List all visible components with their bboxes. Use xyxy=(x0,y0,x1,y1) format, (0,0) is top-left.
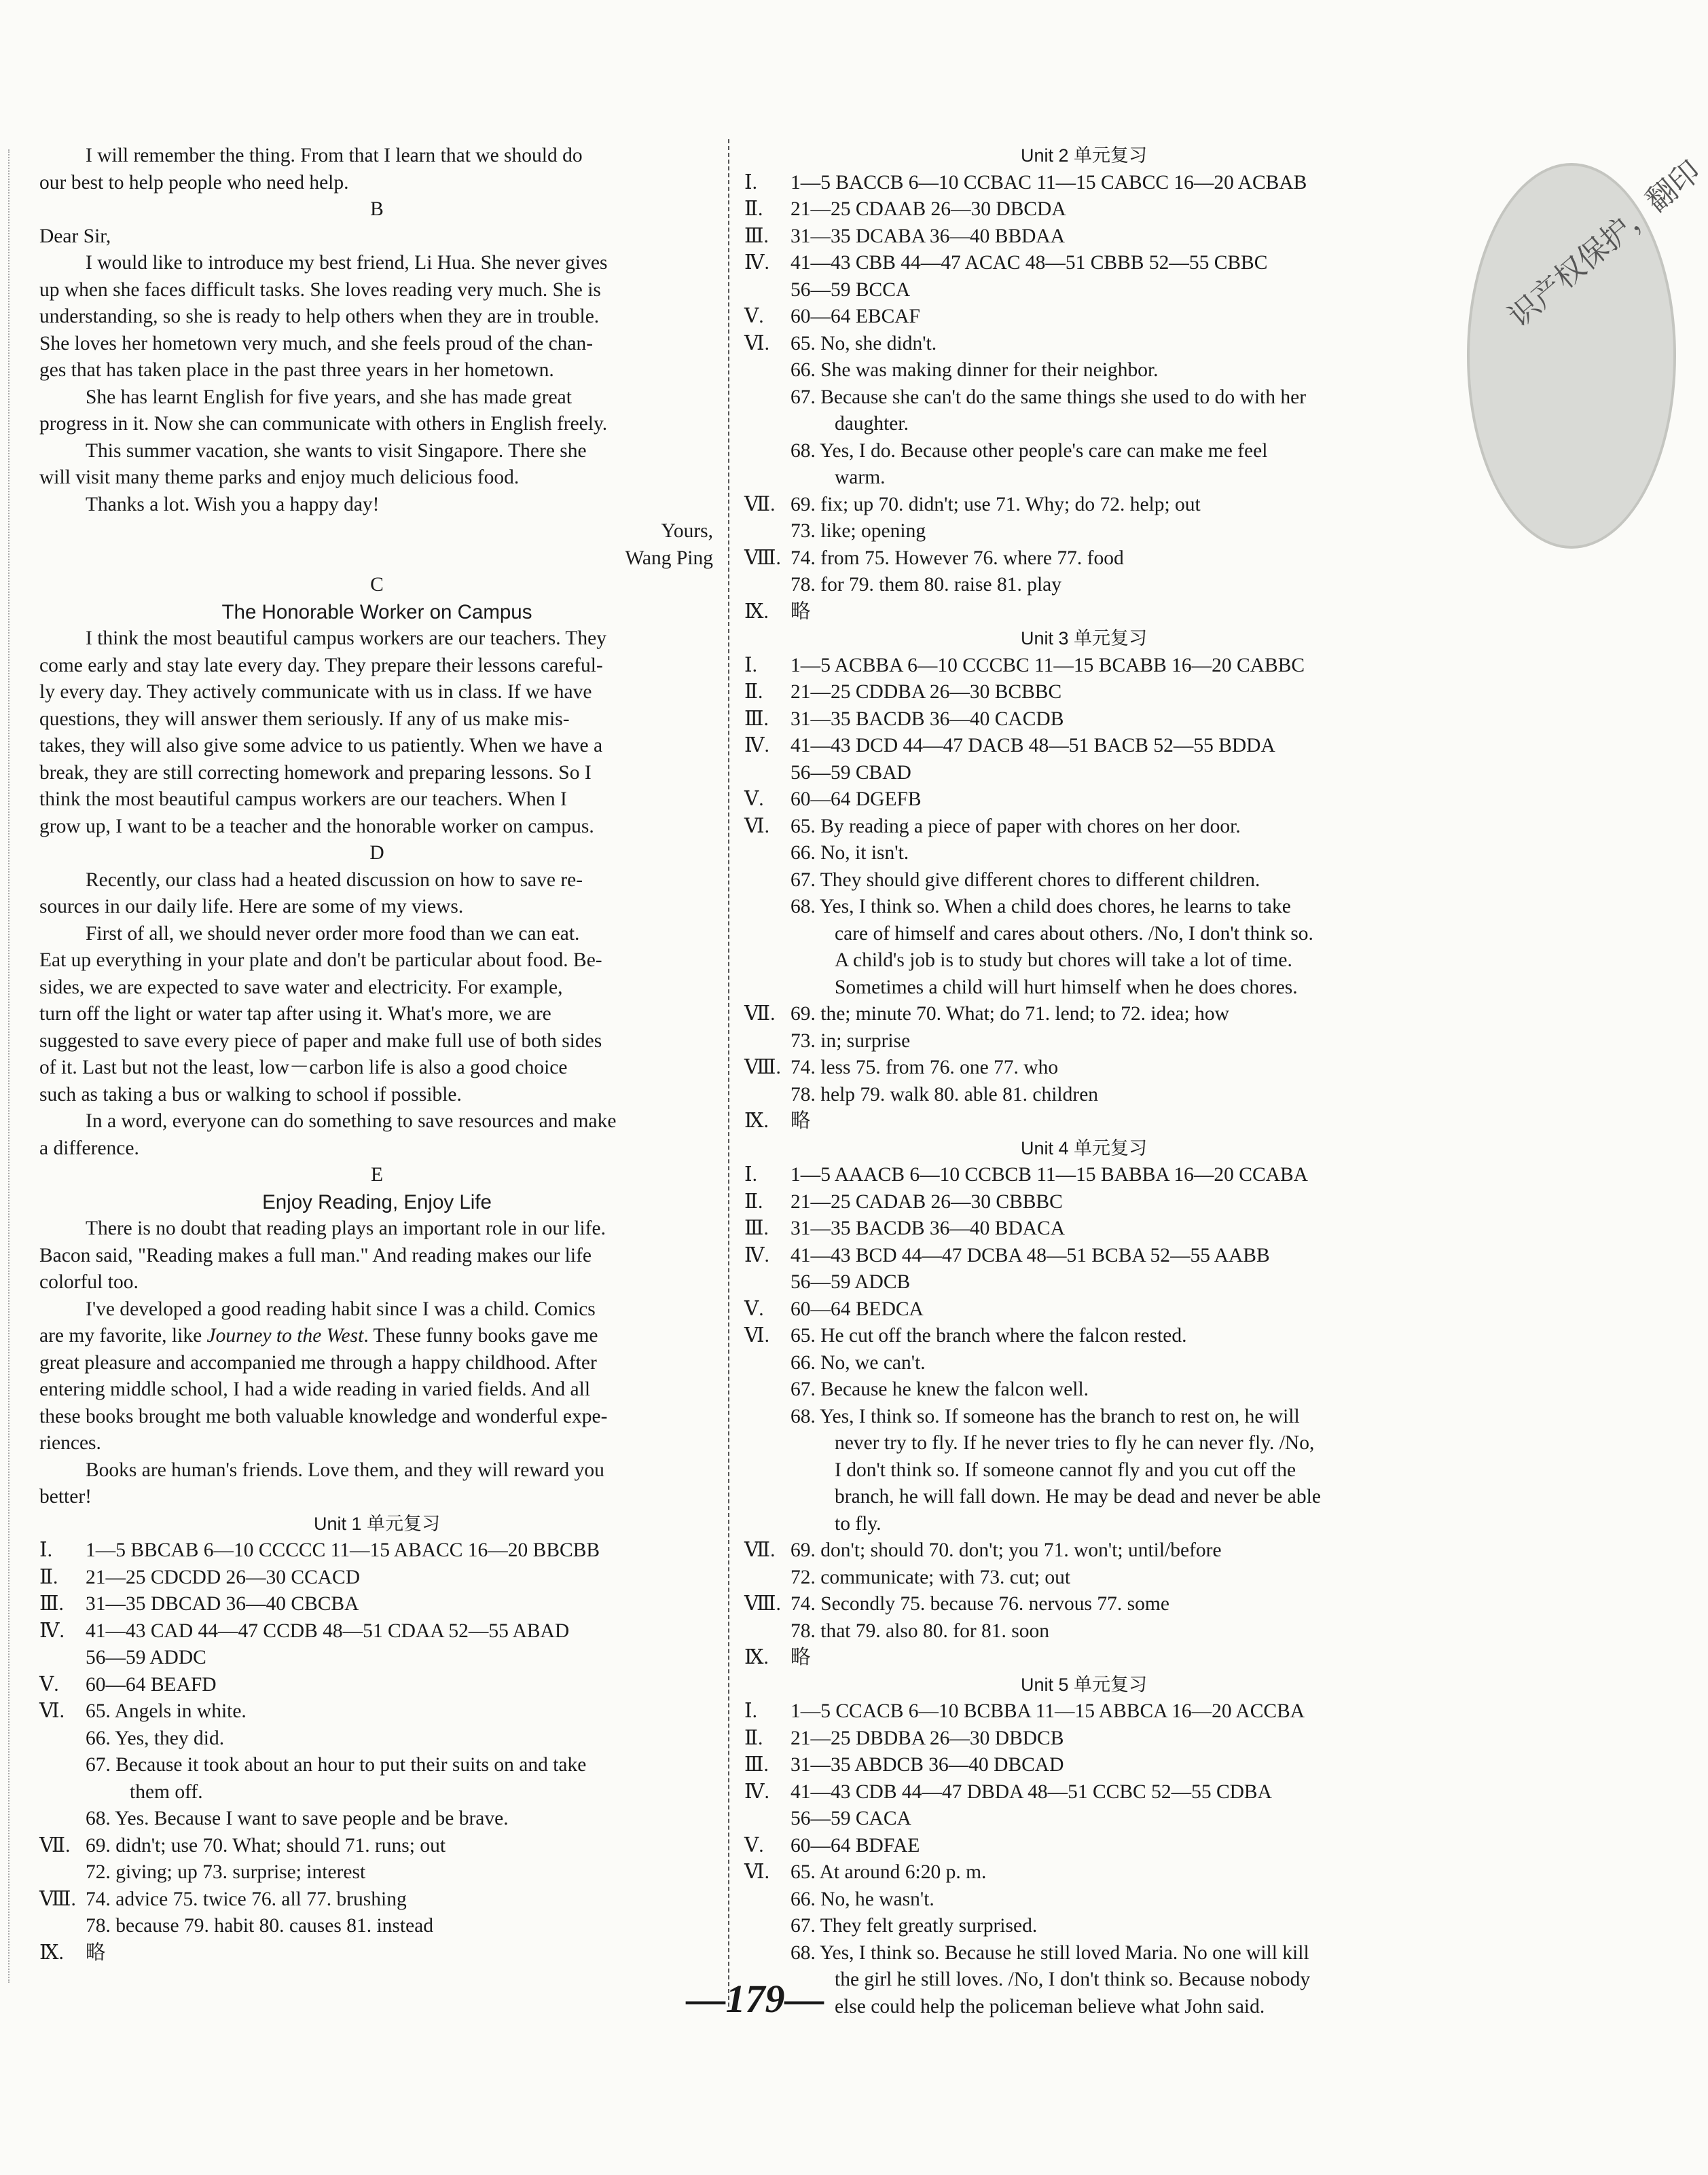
answer-row xyxy=(744,1565,1423,1592)
text-line: come early and stay late every day. They prepare their lessons careful- xyxy=(39,654,603,676)
text-line: In a word, everyone can do something to save resources and make xyxy=(86,1110,617,1132)
answer-row xyxy=(744,438,1423,465)
text-line: I would like to introduce my best friend, Li Hua. She never gives xyxy=(86,252,608,274)
section-numeral: Ⅷ. xyxy=(744,1057,781,1078)
answer-row xyxy=(744,357,1423,384)
text-line: sources in our daily life. Here are some of my views. xyxy=(39,896,464,917)
answer-row xyxy=(744,1833,1423,1860)
answer-row xyxy=(744,733,1423,760)
answer-row xyxy=(744,411,1423,438)
unit-2-answers xyxy=(744,143,1423,625)
text-line: such as taking a bus or walking to school if possible. xyxy=(39,1083,462,1105)
answer-rows xyxy=(744,170,1423,626)
answer-text: 69. fix; up 70. didn't; use 71. Why; do 72. help; out xyxy=(791,493,1201,515)
text-line: riences. xyxy=(39,1432,101,1454)
answer-text: 31—35 BACDB 36—40 CACDB xyxy=(791,708,1064,730)
right-column xyxy=(744,143,1423,2020)
section-numeral: Ⅲ. xyxy=(744,708,769,730)
section-numeral: Ⅲ. xyxy=(744,1218,769,1239)
answer-row xyxy=(39,1833,714,1860)
answer-text: 21—25 CDCDD 26—30 CCACD xyxy=(86,1566,361,1588)
answer-text: branch, he will fall down. He may be dead and never be able xyxy=(835,1486,1321,1507)
answer-text: 74. from 75. However 76. where 77. food xyxy=(791,547,1124,569)
answer-row xyxy=(39,1913,714,1940)
unit-title: Unit 2 单元复习 xyxy=(1020,145,1148,166)
answer-row xyxy=(744,1323,1423,1350)
section-numeral: Ⅴ. xyxy=(39,1673,59,1696)
text-line xyxy=(39,1323,714,1350)
section-numeral: Ⅵ. xyxy=(744,1325,770,1347)
book-title: Journey to the West xyxy=(206,1325,364,1347)
answer-text: 31—35 BACDB 36—40 BDACA xyxy=(791,1218,1066,1239)
answer-row xyxy=(744,894,1423,921)
answer-row xyxy=(744,1001,1423,1028)
paragraph xyxy=(39,438,714,492)
answer-row xyxy=(744,1055,1423,1082)
answer-row xyxy=(744,1404,1423,1431)
answer-text: 略 xyxy=(791,1647,811,1668)
answer-text: them off. xyxy=(130,1780,203,1803)
answer-row xyxy=(744,706,1423,733)
answer-rows xyxy=(39,1537,714,1967)
answer-text: 78. for 79. them 80. raise 81. play xyxy=(791,574,1061,596)
answer-text: 66. Yes, they did. xyxy=(86,1727,225,1749)
answer-text: 56—59 CBAD xyxy=(791,761,911,784)
text-line: will visit many theme parks and enjoy much delicious food. xyxy=(39,467,520,488)
answer-row xyxy=(744,974,1423,1002)
answer-row xyxy=(744,786,1423,814)
answer-text: 69. don't; should 70. don't; you 71. won't; until/before xyxy=(791,1539,1222,1561)
answer-row xyxy=(744,1082,1423,1109)
answer-row xyxy=(39,1725,714,1753)
section-numeral: Ⅸ. xyxy=(744,600,769,623)
answer-row xyxy=(744,1269,1423,1296)
answer-row xyxy=(744,1806,1423,1833)
section-numeral: Ⅳ. xyxy=(39,1620,65,1642)
answer-text: 68. Yes, I think so. If someone has the branch to rest on, he will xyxy=(791,1405,1300,1427)
copyright-seal xyxy=(1467,153,1708,549)
text-line: ges that has taken place in the past three years in her hometown. xyxy=(39,359,554,381)
answer-text: 68. Yes, I think so. When a child does chores, he learns to take xyxy=(791,896,1291,917)
paragraph xyxy=(39,1216,714,1296)
section-numeral: Ⅰ. xyxy=(744,1700,758,1722)
answer-text: 60—64 BDFAE xyxy=(791,1834,920,1857)
answer-text: 31—35 DCABA 36—40 BBDAA xyxy=(791,225,1066,247)
answer-row xyxy=(39,1698,714,1725)
answer-text: 1—5 CCACB 6—10 BCBBA 11—15 ABBCA 16—20 ACCBA xyxy=(791,1700,1305,1722)
answer-row xyxy=(744,464,1423,492)
answer-row xyxy=(744,760,1423,787)
answer-row xyxy=(744,1859,1423,1886)
text-line: grow up, I want to be a teacher and the honorable worker on campus. xyxy=(39,815,594,837)
answer-text: 60—64 BEDCA xyxy=(791,1298,924,1320)
answer-row xyxy=(744,1430,1423,1457)
answer-text: 65. No, she didn't. xyxy=(791,332,937,354)
answer-text: 56—59 ADCB xyxy=(791,1271,911,1293)
section-numeral: Ⅴ. xyxy=(744,1834,764,1857)
answer-rows xyxy=(744,1698,1423,2020)
section-numeral: Ⅳ. xyxy=(744,1780,769,1803)
section-label-d: D xyxy=(369,842,384,864)
section-numeral: Ⅲ. xyxy=(744,225,769,247)
section-numeral: Ⅴ. xyxy=(744,1298,764,1320)
answer-text: 74. Secondly 75. because 76. nervous 77. some xyxy=(791,1593,1169,1615)
answer-text: 56—59 CACA xyxy=(791,1808,911,1829)
section-numeral: Ⅱ. xyxy=(39,1566,58,1588)
answer-row xyxy=(744,545,1423,572)
answer-text: 69. the; minute 70. What; do 71. lend; to 72. idea; how xyxy=(791,1003,1229,1025)
answer-row xyxy=(744,1376,1423,1404)
section-numeral: Ⅶ. xyxy=(39,1834,71,1857)
section-numeral: Ⅶ. xyxy=(744,1003,776,1025)
answer-text: 74. less 75. from 76. one 77. who xyxy=(791,1057,1059,1078)
paragraph xyxy=(39,1296,714,1457)
text-line: Eat up everything in your plate and don't be particular about food. Be- xyxy=(39,949,602,971)
page-number: —179— xyxy=(686,1977,824,2021)
answer-text: 65. He cut off the branch where the falcon rested. xyxy=(791,1325,1187,1347)
text-line: understanding, so she is ready to help others when they are in trouble. xyxy=(39,306,600,327)
section-numeral: Ⅱ. xyxy=(744,1727,763,1749)
answer-row xyxy=(39,1618,714,1645)
answer-text: 60—64 DGEFB xyxy=(791,788,922,810)
text-line: First of all, we should never order more food than we can eat. xyxy=(86,922,580,945)
answer-text: 41—43 CBB 44—47 ACAC 48—51 CBBB 52—55 CBBC xyxy=(791,252,1268,274)
answer-row xyxy=(744,679,1423,706)
answer-row xyxy=(744,1457,1423,1484)
answer-row xyxy=(39,1565,714,1592)
answer-row xyxy=(744,599,1423,626)
answer-text: 21—25 CDDBA 26—30 BCBBC xyxy=(791,681,1062,703)
text-line: Recently, our class had a heated discussion on how to save re- xyxy=(86,869,583,891)
text-line: better! xyxy=(39,1486,92,1507)
answer-text: 74. advice 75. twice 76. all 77. brushing xyxy=(86,1888,407,1910)
answer-text: 60—64 EBCAF xyxy=(791,306,920,327)
text-line: sides, we are expected to save water and electricity. For example, xyxy=(39,976,563,998)
answer-row xyxy=(744,1645,1423,1672)
unit-3-answers xyxy=(744,625,1423,1135)
answer-row xyxy=(744,331,1423,358)
section-numeral: Ⅳ. xyxy=(744,1244,769,1266)
section-numeral: Ⅵ. xyxy=(744,1861,770,1883)
text-line: great pleasure and accompanied me through a happy childhood. After xyxy=(39,1351,597,1374)
unit-4-answers xyxy=(744,1135,1423,1672)
text-line: progress in it. Now she can communicate with others in English freely. xyxy=(39,413,608,435)
answer-text: 67. Because it took about an hour to put their suits on and take xyxy=(86,1754,587,1776)
paragraph xyxy=(39,921,714,1109)
answer-text: 1—5 BACCB 6—10 CCBAC 11—15 CABCC 16—20 ACBAB xyxy=(791,171,1307,194)
answer-text: 69. didn't; use 70. What; should 71. runs; out xyxy=(86,1834,446,1857)
section-numeral: Ⅳ. xyxy=(744,252,769,274)
answer-text: 65. By reading a piece of paper with chores on her door. xyxy=(791,815,1241,837)
text-line: suggested to save every piece of paper and make full use of both sides xyxy=(39,1029,602,1052)
answer-text: 31—35 ABDCB 36—40 DBCAD xyxy=(791,1754,1064,1776)
answer-row xyxy=(744,1296,1423,1323)
answer-text: 60—64 BEAFD xyxy=(86,1673,217,1696)
section-numeral: Ⅶ. xyxy=(744,1539,776,1561)
section-numeral: Ⅵ. xyxy=(39,1700,65,1722)
answer-text: 72. communicate; with 73. cut; out xyxy=(791,1566,1071,1588)
answer-row xyxy=(744,840,1423,867)
answer-row xyxy=(744,1779,1423,1806)
answer-row xyxy=(39,1940,714,1967)
answer-row xyxy=(744,1940,1423,1967)
answer-text: 65. Angels in white. xyxy=(86,1700,247,1722)
text-line: She has learnt English for five years, and she has made great xyxy=(86,386,572,408)
answer-text: 67. Because he knew the falcon well. xyxy=(791,1378,1089,1400)
answer-row xyxy=(39,1779,714,1806)
answer-text: 略 xyxy=(791,1110,811,1132)
answer-row xyxy=(744,921,1423,948)
paragraph xyxy=(39,384,714,438)
unit-title: Unit 1 单元复习 xyxy=(313,1513,441,1534)
text-line: our best to help people who need help. xyxy=(39,171,349,194)
answer-row xyxy=(39,1752,714,1779)
section-numeral: Ⅸ. xyxy=(744,1647,769,1668)
answer-text: 66. No, he wasn't. xyxy=(791,1888,934,1910)
answer-row xyxy=(744,518,1423,545)
answer-row xyxy=(744,1028,1423,1055)
answer-text: 1—5 ACBBA 6—10 CCCBC 11—15 BCABB 16—20 CABBC xyxy=(791,654,1305,676)
unit-title: Unit 5 单元复习 xyxy=(1020,1674,1148,1695)
section-numeral: Ⅲ. xyxy=(744,1754,769,1776)
answer-row xyxy=(744,572,1423,599)
answer-text: 56—59 BCCA xyxy=(791,278,911,301)
answer-row xyxy=(744,170,1423,197)
answer-text: 1—5 BBCAB 6—10 CCCCC 11—15 ABACC 16—20 BBCBB xyxy=(86,1539,600,1561)
answer-text: to fly. xyxy=(835,1512,882,1535)
answer-row xyxy=(744,1511,1423,1538)
answer-text: 56—59 ADDC xyxy=(86,1647,206,1668)
answer-row xyxy=(39,1591,714,1618)
text-line: Books are human's friends. Love them, and they will reward you xyxy=(86,1459,604,1481)
answer-row xyxy=(744,277,1423,304)
answer-text: 41—43 DCD 44—47 DACB 48—51 BACB 52—55 BDDA xyxy=(791,735,1275,756)
answer-row xyxy=(39,1672,714,1699)
answer-row xyxy=(744,1725,1423,1753)
answer-text: 78. because 79. habit 80. causes 81. instead xyxy=(86,1915,434,1937)
text-line: takes, they will also give some advice to us patiently. When we have a xyxy=(39,735,603,756)
section-numeral: Ⅱ. xyxy=(744,198,763,220)
text-line: turn off the light or water tap after using it. What's more, we are xyxy=(39,1003,551,1025)
answer-text: 1—5 AAACB 6—10 CCBCB 11—15 BABBA 16—20 CCABA xyxy=(791,1164,1308,1186)
section-numeral: Ⅰ. xyxy=(744,1164,758,1186)
answer-row xyxy=(744,492,1423,519)
section-numeral: Ⅷ. xyxy=(744,547,781,569)
answer-text: warm. xyxy=(835,467,886,488)
text-line: questions, they will answer them seriously. If any of us make mis- xyxy=(39,708,570,730)
column-divider xyxy=(728,139,729,2007)
answer-row xyxy=(744,1698,1423,1725)
text-line: ly every day. They actively communicate with us in class. If we have xyxy=(39,681,592,703)
section-numeral: Ⅷ. xyxy=(744,1593,781,1615)
seal-text: 识产权保护，翻印 xyxy=(1502,153,1708,335)
answer-row xyxy=(744,947,1423,974)
section-numeral: Ⅷ. xyxy=(39,1888,76,1910)
answer-text: never try to fly. If he never tries to fly he can never fly. /No, xyxy=(835,1432,1315,1454)
answer-text: 73. like; opening xyxy=(791,520,926,542)
section-numeral: Ⅰ. xyxy=(39,1539,53,1561)
answer-text: 31—35 DBCAD 36—40 CBCBA xyxy=(86,1593,359,1615)
answer-row xyxy=(744,1216,1423,1243)
section-label-b: B xyxy=(370,198,384,220)
text-line: This summer vacation, she wants to visit Singapore. There she xyxy=(86,439,587,462)
section-numeral: Ⅵ. xyxy=(744,815,770,837)
section-numeral: Ⅸ. xyxy=(39,1941,64,1964)
answer-rows xyxy=(744,653,1423,1135)
answer-text: 78. help 79. walk 80. able 81. children xyxy=(791,1083,1099,1105)
answer-row xyxy=(744,653,1423,680)
paragraph xyxy=(39,250,714,384)
section-numeral: Ⅴ. xyxy=(744,788,764,810)
answer-row xyxy=(744,1243,1423,1270)
essay-title: Enjoy Reading, Enjoy Life xyxy=(262,1190,492,1213)
answer-text: 21—25 CADAB 26—30 CBBBC xyxy=(791,1190,1063,1213)
paragraph xyxy=(39,867,714,921)
answer-text: the girl he still loves. /No, I don't think so. Because nobody xyxy=(835,1969,1311,1990)
answer-text: care of himself and cares about others. /No, I don't think so. xyxy=(835,922,1313,945)
text-line: Bacon said, "Reading makes a full man." And reading makes our life xyxy=(39,1244,592,1266)
answer-text: A child's job is to study but chores will take a lot of time. xyxy=(835,949,1292,971)
answer-row xyxy=(744,1108,1423,1135)
text-line: Thanks a lot. Wish you a happy day! xyxy=(86,493,380,515)
answer-row xyxy=(39,1537,714,1565)
left-column xyxy=(39,143,714,1967)
answer-row xyxy=(39,1645,714,1672)
unit-title: Unit 4 单元复习 xyxy=(1020,1137,1148,1158)
text-line: I've developed a good reading habit since I was a child. Comics xyxy=(86,1298,596,1320)
answer-text: 66. She was making dinner for their neighbor. xyxy=(791,359,1159,381)
answer-rows xyxy=(744,1162,1423,1672)
answer-row xyxy=(744,1162,1423,1189)
text-line: entering middle school, I had a wide reading in varied fields. And all xyxy=(39,1378,591,1400)
answer-row xyxy=(744,223,1423,251)
answer-row xyxy=(744,867,1423,894)
answer-row xyxy=(39,1886,714,1914)
unit-title: Unit 3 单元复习 xyxy=(1020,628,1148,648)
answer-text: 73. in; surprise xyxy=(791,1029,911,1052)
paragraph xyxy=(39,1108,714,1162)
text-line: of it. Last but not the least, low－carbon life is also a good choice xyxy=(39,1057,568,1078)
unit-5-answers xyxy=(744,1672,1423,2021)
section-numeral: Ⅱ. xyxy=(744,1190,763,1213)
answer-row xyxy=(744,304,1423,331)
answer-text: 67. Because she can't do the same things she used to do with her xyxy=(791,386,1307,408)
answer-row xyxy=(744,1350,1423,1377)
binding-margin xyxy=(8,149,14,1983)
answer-row xyxy=(744,384,1423,412)
text-line: I will remember the thing. From that I learn that we should do xyxy=(86,145,583,166)
text-span: are my favorite, like xyxy=(39,1325,207,1347)
answer-text: 78. that 79. also 80. for 81. soon xyxy=(791,1620,1050,1642)
answer-text: 21—25 CDAAB 26—30 DBCDA xyxy=(791,198,1066,220)
section-numeral: Ⅸ. xyxy=(744,1110,769,1132)
answer-row xyxy=(744,1537,1423,1565)
paragraph xyxy=(39,1457,714,1511)
answer-row xyxy=(744,1484,1423,1511)
answer-text: 略 xyxy=(86,1941,106,1964)
answer-row xyxy=(744,814,1423,841)
answer-text: else could help the policeman believe what John said. xyxy=(835,1995,1265,2017)
letter-salutation: Dear Sir, xyxy=(39,225,111,247)
answer-row xyxy=(744,1913,1423,1940)
answer-row xyxy=(39,1806,714,1833)
answer-row xyxy=(744,1886,1423,1914)
section-numeral: Ⅳ. xyxy=(744,735,769,756)
answer-text: 41—43 BCD 44—47 DCBA 48—51 BCBA 52—55 AABB xyxy=(791,1244,1270,1266)
section-numeral: Ⅴ. xyxy=(744,306,764,327)
letter-closing: Yours, xyxy=(661,520,713,542)
paragraph xyxy=(39,625,714,840)
text-line: There is no doubt that reading plays an important role in our life. xyxy=(86,1218,606,1239)
section-numeral: Ⅶ. xyxy=(744,493,776,515)
section-numeral: Ⅰ. xyxy=(744,654,758,676)
answer-text: 66. No, we can't. xyxy=(791,1351,926,1374)
essay-title: The Honorable Worker on Campus xyxy=(221,600,532,623)
section-label-c: C xyxy=(370,574,384,596)
answer-row xyxy=(744,1752,1423,1779)
text-line: break, they are still correcting homework and preparing lessons. So I xyxy=(39,761,592,784)
section-label-e: E xyxy=(370,1164,384,1186)
text-line: She loves her hometown very much, and she feels proud of the chan- xyxy=(39,332,594,354)
text-line: think the most beautiful campus workers are our teachers. When I xyxy=(39,788,567,810)
answer-text: 68. Yes, I think so. Because he still loved Maria. No one will kill xyxy=(791,1941,1309,1964)
answer-text: Sometimes a child will hurt himself when he does chores. xyxy=(835,976,1298,998)
section-numeral: Ⅵ. xyxy=(744,332,770,354)
answer-text: 41—43 CAD 44—47 CCDB 48—51 CDAA 52—55 ABAD xyxy=(86,1620,570,1642)
answer-row xyxy=(744,1189,1423,1216)
section-numeral: Ⅱ. xyxy=(744,681,763,703)
text-span: . These funny books gave me xyxy=(363,1325,598,1347)
answer-text: 68. Yes, I do. Because other people's care can make me feel xyxy=(791,439,1268,462)
unit-1-answers xyxy=(39,1511,714,1967)
answer-text: 21—25 DBDBA 26—30 DBDCB xyxy=(791,1727,1064,1749)
answer-row xyxy=(39,1859,714,1886)
answer-text: 41—43 CDB 44—47 DBDA 48—51 CCBC 52—55 CDBA xyxy=(791,1780,1272,1803)
answer-row xyxy=(744,1618,1423,1645)
text-line: I think the most beautiful campus workers are our teachers. They xyxy=(86,627,607,649)
section-numeral: Ⅲ. xyxy=(39,1593,64,1615)
answer-text: 65. At around 6:20 p. m. xyxy=(791,1861,987,1883)
section-numeral: Ⅰ. xyxy=(744,171,758,194)
answer-row xyxy=(744,250,1423,277)
answer-text: 72. giving; up 73. surprise; interest xyxy=(86,1861,366,1883)
answer-text: 66. No, it isn't. xyxy=(791,842,909,864)
text-line: up when she faces difficult tasks. She loves reading very much. She is xyxy=(39,278,601,301)
answer-text: daughter. xyxy=(835,413,909,435)
text-line: colorful too. xyxy=(39,1271,139,1293)
text-line: these books brought me both valuable knowledge and wonderful expe- xyxy=(39,1405,608,1427)
answer-row xyxy=(744,196,1423,223)
answer-text: 68. Yes. Because I want to save people and be brave. xyxy=(86,1808,509,1829)
answer-text: I don't think so. If someone cannot fly and you cut off the xyxy=(835,1459,1296,1481)
answer-text: 67. They felt greatly surprised. xyxy=(791,1915,1038,1937)
text-line: a difference. xyxy=(39,1137,139,1159)
letter-signature: Wang Ping xyxy=(625,547,713,569)
answer-row xyxy=(744,1591,1423,1618)
answer-text: 67. They should give different chores to different children. xyxy=(791,869,1260,891)
answer-text: 略 xyxy=(791,600,811,623)
